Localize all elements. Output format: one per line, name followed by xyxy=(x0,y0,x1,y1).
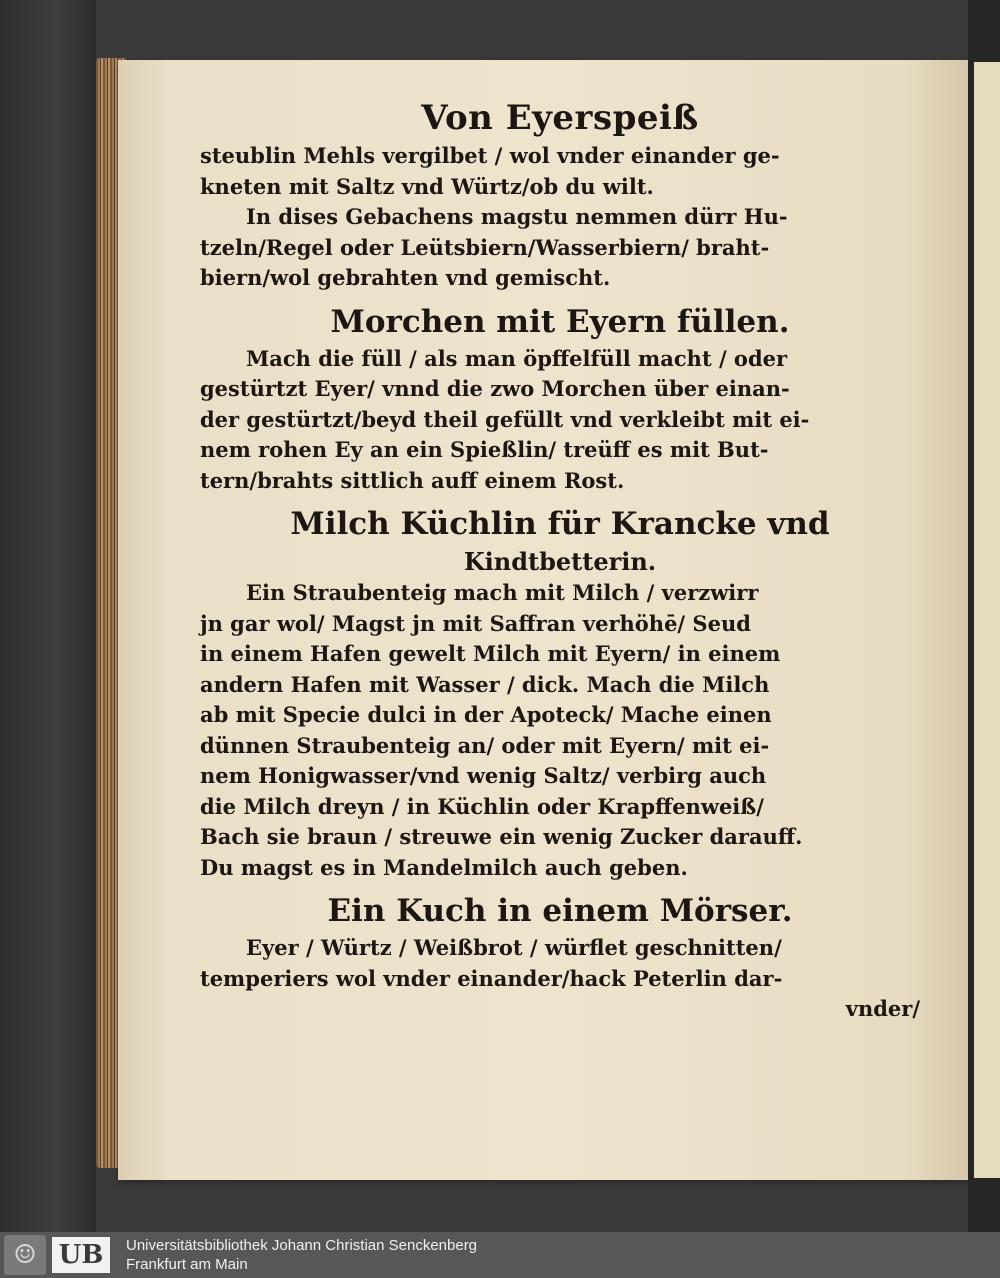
facing-page-strip xyxy=(974,62,1000,1178)
section-milch-kuechlin xyxy=(200,578,920,883)
section-heading: Milch Küchlin für Krancke vnd xyxy=(290,506,830,542)
text-line: temperiers wol vnder einander/hack Peterlin dar- xyxy=(200,965,783,991)
text-line: Du magst es in Mandelmilch auch geben. xyxy=(200,854,688,880)
text-line: Mach die füll / als man öpffelfüll macht / oder xyxy=(246,345,788,371)
text-line: In dises Gebachens magstu nemmen dürr Hu- xyxy=(246,204,788,229)
library-name xyxy=(126,1236,477,1274)
library-footer xyxy=(0,1232,1000,1278)
senckenberg-portrait-icon: ☺ xyxy=(4,1235,46,1275)
section-heading: Morchen mit Eyern füllen. xyxy=(330,303,790,340)
scan-background-left xyxy=(0,0,96,1232)
text-line: tern/brahts sittlich auff einem Rost. xyxy=(200,467,625,493)
text-line: Eyer / Würtz / Weißbrot / würflet geschnitten/ xyxy=(246,935,782,960)
text-line: jn gar wol/ Magst jn mit Saffran verhöhē/ Seud xyxy=(200,610,751,636)
ub-logo-text: UB xyxy=(52,1237,110,1273)
section-morchen xyxy=(200,344,920,497)
text-line: in einem Hafen gewelt Milch mit Eyern/ in einem xyxy=(200,641,781,666)
page-text xyxy=(200,95,920,1025)
running-head: Von Eyerspeiß xyxy=(421,98,699,138)
text-line: der gestürtzt/beyd theil gefüllt vnd verkleibt mit ei- xyxy=(200,406,810,432)
section-heading: Ein Kuch in einem Mörser. xyxy=(327,893,793,929)
text-line: biern/wol gebrahten vnd gemischt. xyxy=(200,265,611,290)
library-name-line1: Universitätsbibliothek Johann Christian Senckenberg xyxy=(126,1237,478,1254)
section-kuch-moerser xyxy=(200,933,920,1025)
section-subheading: Kindtbetterin. xyxy=(463,547,657,576)
text-line: Ein Straubenteig mach mit Milch / verzwirr xyxy=(246,580,759,605)
text-line: nem Honigwasser/vnd wenig Saltz/ verbirg auch xyxy=(200,763,767,788)
text-line: tzeln/Regel oder Leütsbiern/Wasserbiern/ braht- xyxy=(200,234,770,260)
text-line: gestürtzt Eyer/ vnnd die zwo Morchen über einan- xyxy=(200,376,790,401)
text-line: nem rohen Ey an ein Spießlin/ treüff es mit But- xyxy=(200,437,769,462)
library-logo[interactable] xyxy=(4,1235,116,1275)
text-line: ab mit Specie dulci in der Apoteck/ Mache einen xyxy=(200,702,772,727)
library-name-line2: Frankfurt am Main xyxy=(126,1256,248,1273)
text-line: die Milch dreyn / in Küchlin oder Krapffenweiß/ xyxy=(200,793,764,819)
section-intro xyxy=(200,141,920,294)
text-line: dünnen Straubenteig an/ oder mit Eyern/ mit ei- xyxy=(200,732,770,758)
text-line: kneten mit Saltz vnd Würtz/ob du wilt. xyxy=(200,173,654,199)
text-line: steublin Mehls vergilbet / wol vnder einander ge- xyxy=(200,143,780,168)
text-line: Bach sie braun / streuwe ein wenig Zucker darauff. xyxy=(200,824,803,849)
text-line: andern Hafen mit Wasser / dick. Mach die Milch xyxy=(200,671,770,697)
catchword: vnder/ xyxy=(845,996,920,1021)
